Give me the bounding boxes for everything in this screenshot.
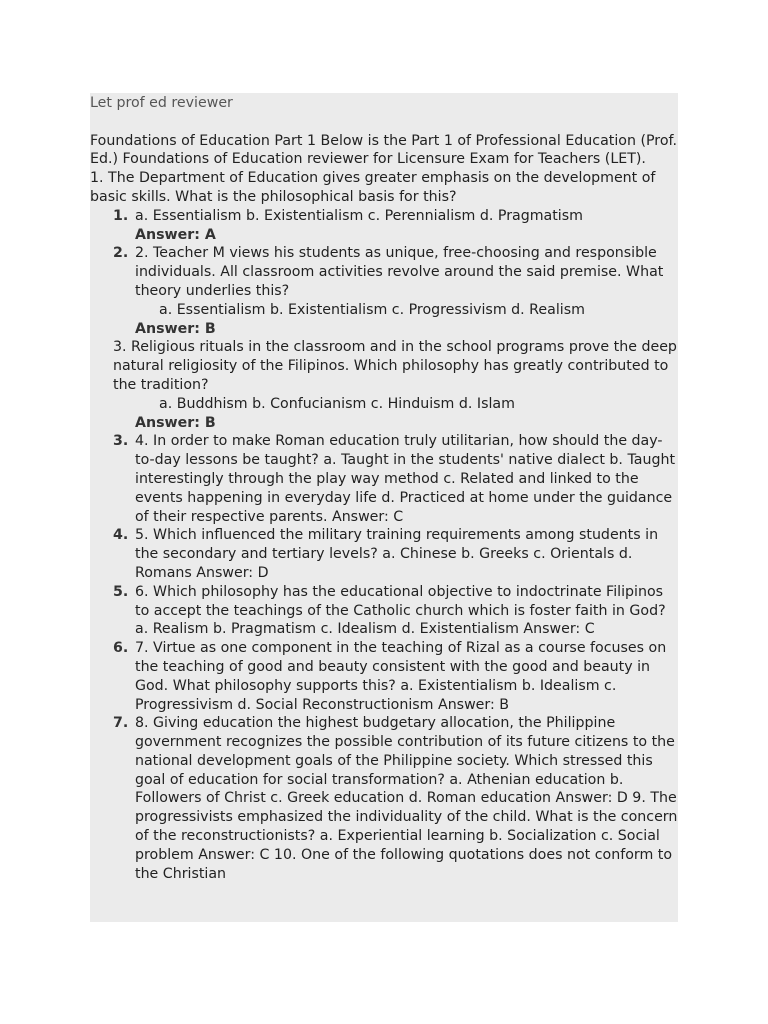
document-title: Let prof ed reviewer [90,95,233,111]
answer-line: Answer: B [135,320,216,337]
options-line: a. Buddhism b. Confucianism c. Hinduism d. Islam [159,395,515,412]
list-item-text: a. Essentialism b. Existentialism c. Perennialism d. Pragmatism [135,207,583,224]
list-item-text: 4. In order to make Roman education truly utilitarian, how should the day-to-day lessons be taught? a. Taught in the students' native dialect b. Taught interestingly through the play way method c. Related and linked to the events happening in everyday life d. Practiced at home under the guidance of their respective parents. Answer: C [135,433,676,525]
document-page [90,93,678,922]
list-item-text: 7. Virtue as one component in the teaching of Rizal as a course focuses on the teaching of good and beauty consistent with the good and beauty in God. What philosophy supports this? a. Existentialism b. Idealism c. Progressivism d. Social Reconstructionism Answer: B [135,640,667,713]
options-line: a. Essentialism b. Existentialism c. Progressivism d. Realism [159,301,585,318]
list-item [90,583,678,639]
list-item [90,207,678,226]
question-3: 3. Religious rituals in the classroom and in the school programs prove the deep natural religiosity of the Filipinos. Which philosophy has greatly contributed to the tradition? [113,339,677,393]
list-number: 3. [113,433,129,450]
list-number: 5. [113,583,129,600]
list-item-text: 2. Teacher M views his students as unique, free-choosing and responsible individuals. All classroom activities revolve around the said premise. What theory underlies this? [135,245,664,299]
list-item-text: 6. Which philosophy has the educational objective to indoctrinate Filipinos to accept the teachings of the Catholic church which is foster faith in God? a. Realism b. Pragmatism c. Idealism d. Existentialism Answer: C [135,583,666,638]
list-item [90,244,678,300]
list-number: 1. [113,207,129,224]
list-item [90,526,678,582]
list-number: 2. [113,245,129,262]
list-item-text: 8. Giving education the highest budgetary allocation, the Philippine government recognizes the possible contribution of its future citizens to the national development goals of the Philippine society. Which stressed this goal of education for social transformation? a. Athenian education b. Followers of Christ c. Greek education d. Roman education Answer: D 9. The progressivists emphasized the individuality of the child. What is the concern of the reconstructionists? a. Experiential learning b. Socialization c. Social problem Answer: C 10. One of the following quotations does not conform to the Christian [135,715,678,882]
answer-line: Answer: B [135,414,216,431]
list-item [90,432,678,526]
blank-line [90,113,678,132]
list-item-text: 5. Which influenced the military training requirements among students in the secondary and tertiary levels? a. Chinese b. Greeks c. Orientals d. Romans Answer: D [135,527,659,581]
intro-paragraph: Foundations of Education Part 1 Below is the Part 1 of Professional Education (Prof. Ed.) Foundations of Education reviewer for Licensure Exam for Teachers (LET). [90,132,677,168]
list-item [90,714,678,883]
answer-line: Answer: A [135,226,216,243]
question-1: 1. The Department of Education gives greater emphasis on the development of basic skills. What is the philosophical basis for this? [90,170,656,205]
list-number: 7. [113,715,129,732]
list-number: 6. [113,640,129,657]
list-number: 4. [113,527,129,544]
list-item [90,639,678,714]
